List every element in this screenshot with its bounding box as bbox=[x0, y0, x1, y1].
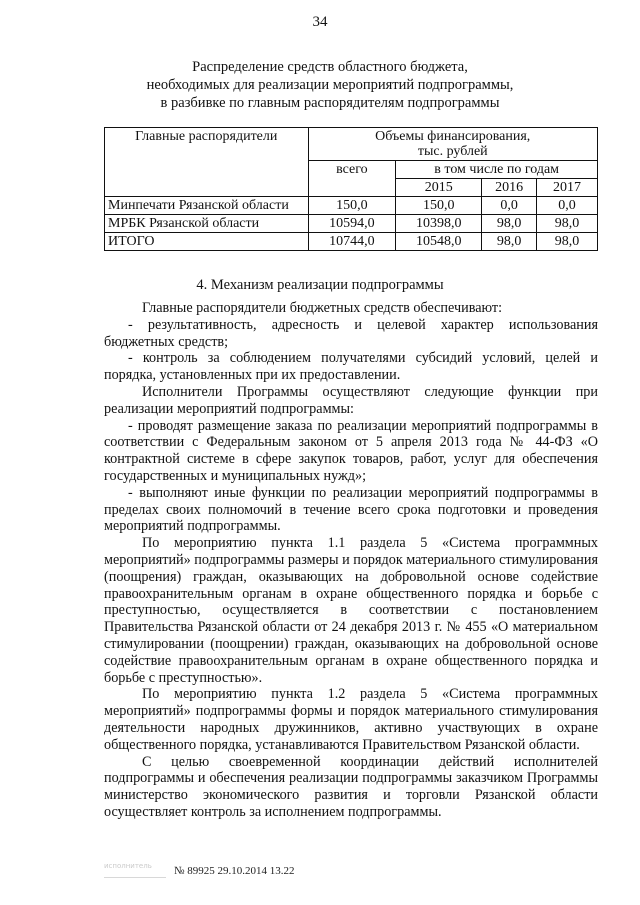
header-total: всего bbox=[308, 161, 396, 197]
title-line-2: необходимых для реализации мероприятий подпрограммы, bbox=[146, 77, 514, 93]
list-item: - выполняют иные функции по реализации мероприятий подпрограммы в пределах своих полномочий в течение всего срока подготовки и проведения мероприятий подпрограммы. bbox=[104, 484, 598, 535]
row-2015: 10548,0 bbox=[396, 233, 482, 251]
footer bbox=[104, 863, 295, 878]
row-2017: 98,0 bbox=[537, 233, 598, 251]
row-total: 150,0 bbox=[308, 197, 396, 215]
header-units: тыс. рублей bbox=[417, 144, 488, 159]
row-2016: 98,0 bbox=[482, 215, 537, 233]
row-2015: 10398,0 bbox=[396, 215, 482, 233]
document-title bbox=[100, 58, 560, 112]
list-item: - результативность, адресность и целевой характер использования бюджетных средств; bbox=[104, 316, 598, 350]
row-2017: 98,0 bbox=[537, 215, 598, 233]
header-year: 2017 bbox=[537, 179, 598, 197]
row-total: 10744,0 bbox=[308, 233, 396, 251]
row-name: Минпечати Рязанской области bbox=[105, 197, 309, 215]
list-item: - контроль за соблюдением получателями субсидий условий, целей и порядка, установленных при их предоставлении. bbox=[104, 350, 598, 384]
header-years-group: в том числе по годам bbox=[396, 161, 598, 179]
row-total: 10594,0 bbox=[308, 215, 396, 233]
row-name: ИТОГО bbox=[105, 233, 309, 251]
paragraph: Исполнители Программы осуществляют следующие функции при реализации мероприятий подпрограммы: bbox=[104, 383, 598, 417]
table-row bbox=[105, 233, 598, 251]
row-2015: 150,0 bbox=[396, 197, 482, 215]
table-row bbox=[105, 197, 598, 215]
row-2016: 98,0 bbox=[482, 233, 537, 251]
paragraph: С целью своевременной координации действий исполнителей подпрограммы и обеспечения реализации подпрограммы заказчиком Программы министерство экономического развития и торговли Рязанской области осуществляет контроль за исполнением подпрограммы. bbox=[104, 753, 598, 820]
table-row bbox=[105, 215, 598, 233]
row-2017: 0,0 bbox=[537, 197, 598, 215]
section-title: 4. Механизм реализации подпрограммы bbox=[196, 277, 444, 293]
paragraph: По мероприятию пункта 1.1 раздела 5 «Система программных мероприятий» подпрограммы размеры и порядок материального стимулирования (поощрения) граждан, оказывающих на добровольной основе содействие правоохранительным органам в охране общественного порядка и борьбе с преступностью, осуществляется в соответствии с постановлением Правительства Рязанской области от 24 декабря 2013 г. № 455 «О материальном стимулировании (поощрении) граждан, оказывающих на добровольной основе содействие правоохранительным органам в охране общественного порядка и борьбе с преступностью». bbox=[104, 535, 598, 686]
title-line-3: в разбивке по главным распорядителям подпрограммы bbox=[160, 95, 500, 111]
header-volume-label: Объемы финансирования, bbox=[375, 129, 531, 144]
header-year: 2015 bbox=[396, 179, 482, 197]
header-volume bbox=[308, 128, 598, 161]
list-item: - проводят размещение заказа по реализации мероприятий подпрограммы в соответствии с Федеральным законом от 5 апреля 2013 года № 44-ФЗ «О контрактной системе в сфере закупок товаров, работ, услуг для обеспечения государственных и муниципальных нужд»; bbox=[104, 417, 598, 484]
header-year: 2016 bbox=[482, 179, 537, 197]
page-number: 34 bbox=[312, 14, 328, 30]
body-text bbox=[104, 300, 598, 821]
title-line-1: Распределение средств областного бюджета, bbox=[192, 59, 468, 75]
registration-stamp: исполнитель bbox=[104, 863, 166, 878]
header-main: Главные распорядители bbox=[105, 128, 309, 197]
paragraph: По мероприятию пункта 1.2 раздела 5 «Система программных мероприятий» подпрограммы формы и порядок материального стимулирования деятельности народных дружинников, активно участвующих в охране общественного порядка, устанавливаются Правительством Рязанской области. bbox=[104, 686, 598, 753]
budget-table bbox=[104, 127, 598, 251]
paragraph: Главные распорядители бюджетных средств обеспечивают: bbox=[142, 300, 503, 316]
row-name: МРБК Рязанской области bbox=[105, 215, 309, 233]
registration-number: № 89925 29.10.2014 13.22 bbox=[174, 864, 295, 877]
row-2016: 0,0 bbox=[482, 197, 537, 215]
